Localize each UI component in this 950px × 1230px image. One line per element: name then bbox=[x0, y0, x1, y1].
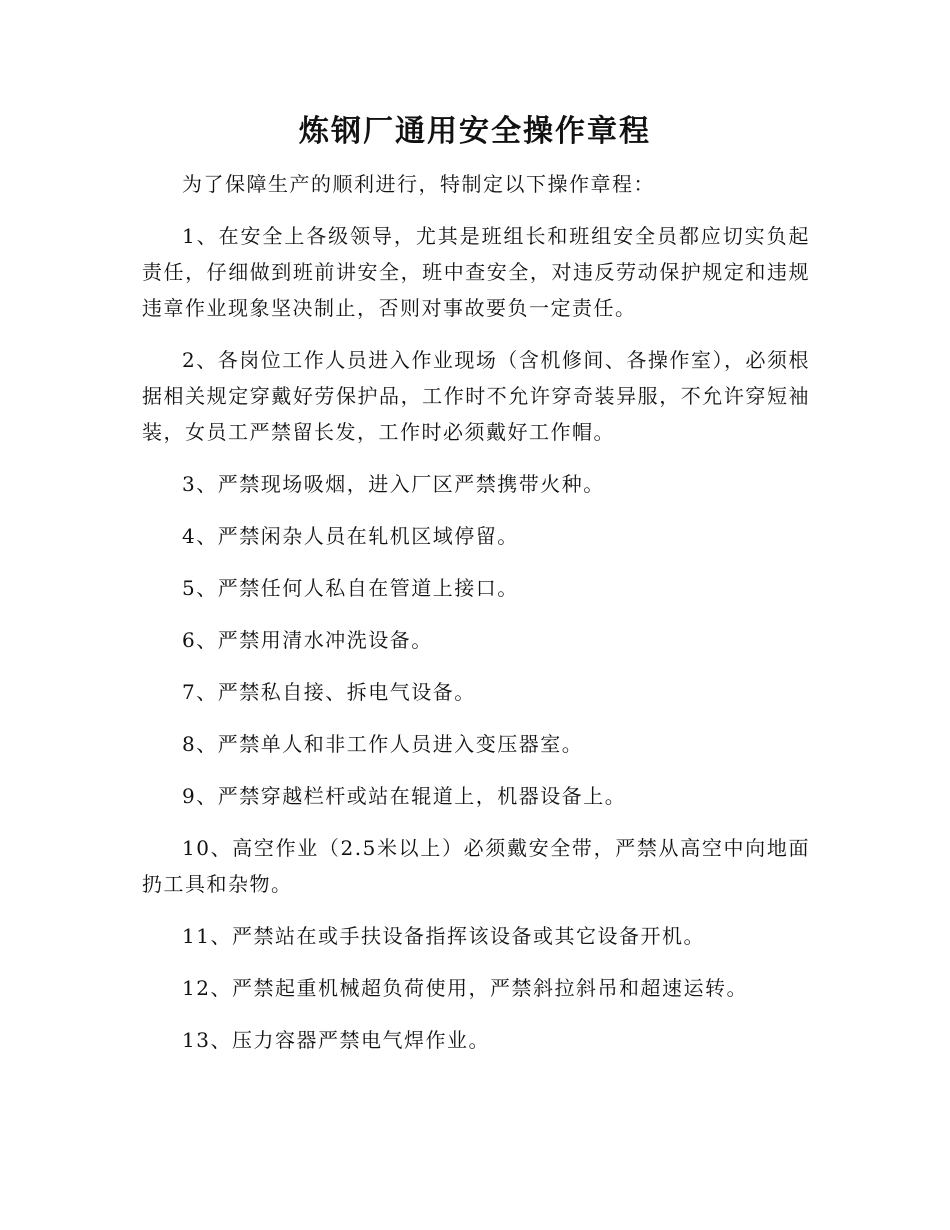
rule-item-7: 7、严禁私自接、拆电气设备。 bbox=[182, 680, 476, 704]
rule-item-10: 10、高空作业（2.5米以上）必须戴安全带，严禁从高空中向地面扔工具和杂物。 bbox=[142, 836, 810, 896]
rule-item-3: 3、严禁现场吸烟，进入厂区严禁携带火种。 bbox=[182, 472, 605, 496]
rule-item-1: 1、在安全上各级领导，尤其是班组长和班组安全员都应切实负起责任，仔细做到班前讲安全，班中查安全，对违反劳动保护规定和违规违章作业现象坚决制止，否则对事故要负一定责任。 bbox=[142, 224, 810, 320]
rule-item-9: 9、严禁穿越栏杆或站在辊道上，机器设备上。 bbox=[182, 784, 627, 808]
rule-item-5: 5、严禁任何人私自在管道上接口。 bbox=[182, 576, 519, 600]
rule-item-6: 6、严禁用清水冲洗设备。 bbox=[182, 628, 433, 652]
rule-item-13: 13、压力容器严禁电气焊作业。 bbox=[182, 1028, 490, 1052]
document-body bbox=[142, 166, 810, 1058]
rule-item-12: 12、严禁起重机械超负荷使用，严禁斜拉斜吊和超速运转。 bbox=[182, 976, 748, 1000]
page-title: 炼钢厂通用安全操作章程 bbox=[299, 114, 651, 149]
rule-item-8: 8、严禁单人和非工作人员进入变压器室。 bbox=[182, 732, 584, 756]
intro-paragraph: 为了保障生产的顺利进行，特制定以下操作章程： bbox=[182, 172, 655, 196]
rule-item-4: 4、严禁闲杂人员在轧机区域停留。 bbox=[182, 524, 519, 548]
rule-item-2: 2、各岗位工作人员进入作业现场（含机修间、各操作室），必须根据相关规定穿戴好劳保护品，工作时不允许穿奇装异服，不允许穿短袖装，女员工严禁留长发，工作时必须戴好工作帽。 bbox=[142, 348, 810, 444]
rule-item-11: 11、严禁站在或手扶设备指挥该设备或其它设备开机。 bbox=[182, 924, 705, 948]
